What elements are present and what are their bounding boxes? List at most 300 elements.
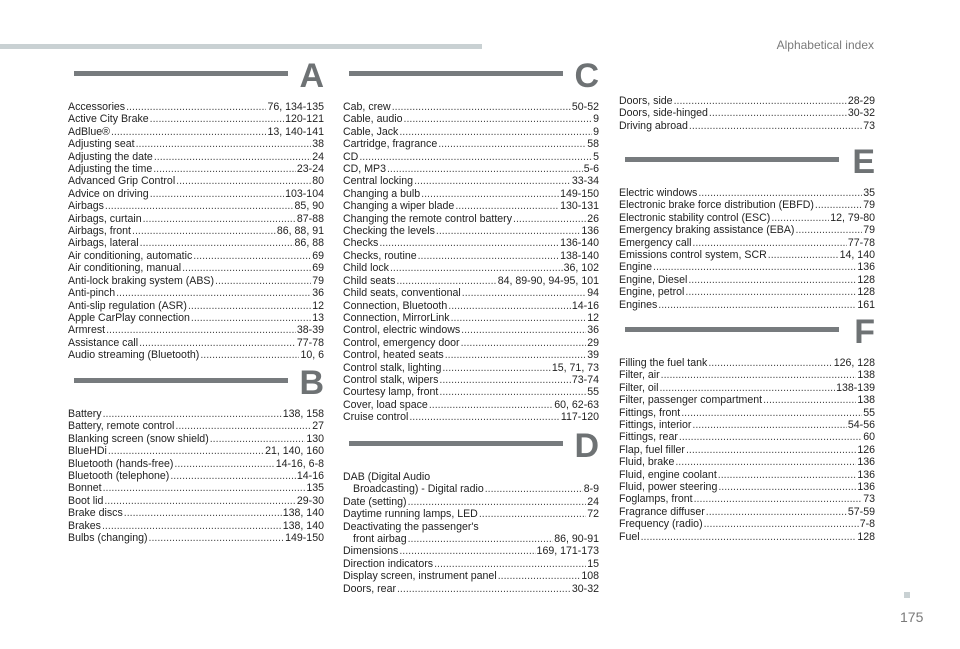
dot-leader [513,213,586,225]
index-entry-term: Control, emergency door [343,336,460,349]
index-entry-term: Filling the fuel tank [619,357,708,369]
dot-leader [116,287,311,299]
index-entry [619,469,875,481]
dot-leader [102,520,282,532]
index-entry [343,225,599,237]
index-entry-term: Advice on driving [68,187,149,200]
dot-leader [681,407,862,419]
dot-leader [174,458,274,470]
index-entry [619,382,875,394]
index-entry [343,126,599,138]
index-entry [343,583,599,595]
index-entry-pages: 136 [857,468,875,481]
index-entry-pages: 94 [587,287,599,300]
section-letter: E [852,143,875,181]
dot-leader [200,349,299,361]
index-entry [343,508,599,520]
index-entry-pages: 130-131 [560,200,599,213]
index-entry-pages: 24 [587,495,599,508]
dot-leader [103,408,282,420]
index-entry-term: Cable, audio [343,113,403,126]
index-entry [343,250,599,262]
index-entry-term: Airbags, front [68,225,132,238]
index-entry [68,337,324,349]
index-entry-pages: 149-150 [560,187,599,200]
index-entry-term: Changing a bulb [343,187,421,200]
index-entry [343,545,599,557]
index-entry [68,237,324,249]
index-entry [68,262,324,274]
index-entry-term: Fittings, rear [619,431,678,444]
index-entry-term: Driving abroad [619,119,688,132]
dot-leader [688,274,856,286]
index-entry-term: Anti-lock braking system (ABS) [68,274,215,287]
index-entry-term: Armrest [68,324,106,337]
index-entry [619,120,875,132]
dot-leader [105,200,294,212]
dot-leader [397,583,571,595]
index-entry-pages: 54-56 [847,419,875,432]
page-number: 175 [900,609,924,625]
index-entry-term: DAB (Digital Audio [343,471,431,483]
index-entry [68,113,324,125]
index-entry [619,187,875,199]
dot-leader [709,107,847,119]
dot-leader [445,349,587,361]
index-entry-term: Fittings, interior [619,419,692,432]
index-entry [68,200,324,212]
index-entry-term: Display screen, instrument panel [343,570,497,583]
index-entry [619,95,875,107]
index-entry [68,300,324,312]
dot-leader [674,95,847,107]
index-entry-term: Air conditioning, automatic [68,249,193,262]
dot-leader [191,312,311,324]
index-entry-term: Airbags, curtain [68,212,142,225]
dot-leader [359,151,592,163]
index-entry-pages: 69 [312,262,324,275]
dot-leader [679,431,862,443]
index-entry-pages: 29-30 [296,494,324,507]
section-letter: B [299,364,324,402]
index-entry [343,213,599,225]
index-entry [343,237,599,249]
index-entry-term: Electronic brake force distribution (EBFD) [619,199,814,212]
section-letter: C [574,57,599,95]
index-entry [343,386,599,398]
index-entry-pages: 7-8 [859,518,875,531]
index-entry-term: Bonnet [68,482,102,495]
index-entry-pages: 72 [587,508,599,521]
index-entry [68,213,324,225]
index-entry [343,200,599,212]
index-entry-term: Brake discs [68,507,123,520]
index-entry [343,362,599,374]
index-entry-pages: 138-140 [560,249,599,262]
index-entry [68,324,324,336]
index-entry-term: Fittings, front [619,406,681,419]
index-entry-pages: 14-16 [571,299,599,312]
entry-list [343,101,599,424]
index-entry-pages: 24 [312,150,324,163]
index-entry-term: Daytime running lamps, LED [343,508,478,521]
index-entry-pages: 77-78 [296,336,324,349]
section-letter: F [854,313,875,351]
index-entry-pages: 12 [312,299,324,312]
dot-leader [392,101,571,113]
index-entry [68,151,324,163]
index-entry [343,471,599,496]
index-entry-pages: 30-32 [847,107,875,120]
entry-list [343,471,599,595]
index-entry [343,558,599,570]
index-entry [343,411,599,423]
dot-leader [408,533,554,545]
index-entry-term: Engine, Diesel [619,273,688,286]
index-entry-term: Assistance call [68,336,139,349]
index-entry [343,337,599,349]
dot-leader [434,558,586,570]
dot-leader [455,200,559,212]
index-entry-pages: 103-104 [285,187,324,200]
index-entry-term: AdBlue® [68,125,110,138]
index-entry [68,349,324,361]
index-entry-term: Checking the levels [343,225,435,238]
index-entry-term: Child seats, conventional [343,287,461,300]
index-entry [619,107,875,119]
dot-leader [439,386,586,398]
index-entry [68,188,324,200]
dot-leader [436,225,580,237]
dot-leader [139,337,296,349]
index-entry-term: Airbags, lateral [68,237,139,250]
index-entry [619,299,875,311]
index-entry-pages: 77-78 [847,236,875,249]
index-entry-term-continued: Broadcasting) - Digital radio [353,483,484,496]
index-entry [343,275,599,287]
dot-leader [106,324,296,336]
index-entry-term: Foglamps, front [619,493,693,506]
index-entry-term: Courtesy lamp, front [343,386,439,399]
index-entry-pages: 161 [857,298,875,311]
index-entry-term: Emergency braking assistance (EBA) [619,224,795,237]
index-entry-term: Emergency call [619,236,692,249]
index-entry-term: Brakes [68,519,101,532]
dot-leader [659,382,835,394]
section-letter: D [574,427,599,465]
index-entry-pages: 23-24 [296,163,324,176]
dot-leader [461,324,586,336]
index-entry-term: Air conditioning, manual [68,262,182,275]
index-entry-pages: 128 [857,286,875,299]
index-entry-pages: 108 [581,570,599,583]
dot-leader [675,456,856,468]
dot-leader [498,570,581,582]
index-entry-pages: 57-59 [847,505,875,518]
index-entry [68,275,324,287]
index-entry-term: Electric windows [619,187,698,199]
dot-leader [154,151,311,163]
index-entry-term: Filter, passenger compartment [619,394,763,407]
index-entry-pages: 169, 171-173 [536,545,599,558]
index-entry [68,163,324,175]
index-entry-term: BlueHDi [68,445,107,458]
dot-leader [718,481,856,493]
dot-leader [653,261,856,273]
entry-list [619,187,875,311]
index-entry-term: Emissions control system, SCR [619,249,767,262]
dot-leader [104,495,296,507]
index-entry [343,287,599,299]
index-entry-pages: 126 [857,443,875,456]
dot-leader [686,444,856,456]
dot-leader [418,250,560,262]
dot-leader [149,532,285,544]
index-entry-pages: 138 [857,394,875,407]
index-entry [68,445,324,457]
dot-leader [429,399,553,411]
index-entry-term: Bulbs (changing) [68,532,148,545]
dot-leader [175,420,311,432]
dot-leader [182,262,311,274]
dot-leader [136,138,312,150]
dot-leader [387,163,583,175]
index-entry-pages: 21, 140, 160 [265,445,324,458]
index-entry [68,126,324,138]
index-entry-term: Battery [68,408,102,420]
index-entry-term: Date (setting) [343,495,407,508]
index-entry-pages: 13 [312,311,324,324]
index-entry-pages: 9 [593,113,599,126]
index-entry-term: Fuel [619,530,640,543]
index-entry-term: Filter, oil [619,381,659,394]
index-entry-pages: 27 [312,420,324,433]
index-entry-pages: 138-139 [836,381,875,394]
dot-leader [768,249,839,261]
index-entry [619,493,875,505]
index-entry [343,262,599,274]
index-entry-term: Child seats [343,274,396,287]
index-entry-pages: 15, 71, 73 [551,361,599,374]
dot-leader [126,101,266,113]
index-entry [68,101,324,113]
dot-leader [170,470,296,482]
index-entry-term: Child lock [343,262,389,275]
dot-leader [661,369,857,381]
index-entry-pages: 60, 62-63 [554,398,599,411]
index-entry-pages: 33-34 [571,175,599,188]
section-rule [74,378,288,383]
index-entry-term: Cruise control [343,411,409,424]
index-entry-pages: 86, 88 [294,237,324,250]
index-entry-term: Engine [619,261,652,274]
index-entry-pages: 73 [863,119,875,132]
index-entry-pages: 39 [587,349,599,362]
dot-leader [111,126,266,138]
index-entry-pages: 9 [593,125,599,138]
index-entry [343,175,599,187]
dot-leader [485,483,583,495]
entry-list [619,95,875,132]
index-entry [619,224,875,236]
index-entry [619,369,875,381]
index-entry-term: Cab, crew [343,101,391,113]
index-entry-term: Filter, air [619,369,660,382]
dot-leader [658,299,856,311]
index-entry-pages: 136 [857,456,875,469]
entry-list [68,101,324,362]
index-entry-pages: 126, 128 [833,357,875,369]
index-entry [68,225,324,237]
index-entry-term: Bluetooth (telephone) [68,470,170,483]
dot-leader [763,394,856,406]
index-entry [343,138,599,150]
dot-leader [143,213,296,225]
dot-leader [461,337,587,349]
index-entry-term: Anti-pinch [68,287,116,300]
dot-leader [414,175,571,187]
index-entry [619,506,875,518]
dot-leader [399,545,535,557]
index-entry [619,518,875,530]
index-entry [68,175,324,187]
dot-leader [704,518,859,530]
index-entry-term: Engine, petrol [619,286,685,299]
index-entry-pages: 138 [857,369,875,382]
index-entry-pages: 38-39 [296,324,324,337]
index-entry-term: Control, electric windows [343,324,461,337]
dot-leader [399,126,592,138]
index-entry-term-continued: front airbag [353,533,407,546]
index-entry-term: Active City Brake [68,113,149,126]
dot-leader [404,113,593,125]
index-entry [619,481,875,493]
index-entry-pages: 8-9 [583,483,599,496]
dot-leader [150,113,284,125]
index-entry [68,507,324,519]
index-entry-pages: 58 [587,138,599,151]
index-entry-pages: 10, 6 [300,349,324,362]
index-entry [343,399,599,411]
index-entry [343,300,599,312]
index-entry-pages: 79 [863,224,875,237]
dot-leader [698,187,862,199]
index-entry [68,420,324,432]
index-entry [619,199,875,211]
index-entry-term: Blanking screen (snow shield) [68,432,209,445]
index-entry-pages: 117-120 [560,411,599,424]
index-entry [68,520,324,532]
index-entry-pages: 28-29 [847,95,875,107]
index-entry-pages: 50-52 [571,101,599,113]
index-entry-pages: 36, 102 [563,262,599,275]
index-entry [619,407,875,419]
index-entry [343,496,599,508]
index-entry-term: Adjusting seat [68,138,135,151]
dot-leader [210,433,306,445]
dot-leader [124,507,282,519]
index-entry [68,532,324,544]
dot-leader [140,237,294,249]
index-entry-pages: 128 [857,273,875,286]
dot-leader [451,312,587,324]
dot-leader [692,237,846,249]
index-entry [343,151,599,163]
index-entry [619,456,875,468]
dot-leader [718,469,857,481]
section-rule [625,157,839,162]
dot-leader [396,275,496,287]
index-entry-pages: 135 [306,482,324,495]
dot-leader [708,357,832,369]
dot-leader [706,506,847,518]
index-entry-pages: 12 [587,311,599,324]
entry-list [619,357,875,543]
dot-leader [379,237,559,249]
index-entry-term: Fluid, engine coolant [619,468,717,481]
index-entry [619,444,875,456]
index-entry-term: Flap, fuel filler [619,443,685,456]
index-entry-term: Direction indicators [343,557,434,570]
index-entry-pages: 138, 158 [282,408,324,420]
index-entry-pages: 30-32 [571,582,599,595]
index-entry-term: Fluid, brake [619,456,675,469]
index-entry-pages: 14, 140 [839,249,875,262]
index-entry-term: Cable, Jack [343,125,399,138]
dot-leader [442,362,551,374]
dot-leader [176,175,311,187]
index-entry [619,261,875,273]
index-entry-term: Engines [619,298,658,311]
section-rule [74,71,288,76]
index-entry-pages: 130 [306,432,324,445]
dot-leader [408,496,587,508]
section-rule [625,327,839,332]
index-entry-term: Connection, Bluetooth [343,299,448,312]
index-entry-term: Control, heated seats [343,349,444,362]
index-entry-pages: 73-74 [571,373,599,386]
section-letter: A [299,57,324,95]
index-entry-pages: 14-16 [296,470,324,483]
index-entry-pages: 136 [581,225,599,238]
index-entry-term: Changing a wiper blade [343,200,455,213]
index-entry-term: Connection, MirrorLink [343,311,450,324]
index-entry-pages: 60 [863,431,875,444]
dot-leader [438,138,586,150]
index-entry [619,249,875,261]
index-entry-term: Dimensions [343,545,399,558]
index-entry-pages: 87-88 [296,212,324,225]
index-entry-term: Bluetooth (hands-free) [68,457,174,470]
dot-leader [462,287,586,299]
index-entry [619,419,875,431]
index-entry-pages: 55 [587,386,599,399]
index-entry-term: Doors, rear [343,582,396,595]
index-entry-pages: 136-140 [560,237,599,250]
index-entry-pages: 86, 90-91 [554,533,599,546]
index-entry-term: Checks [343,237,379,250]
index-entry [343,521,599,546]
index-entry [619,394,875,406]
index-entry-pages: 36 [587,324,599,337]
index-entry [619,212,875,224]
index-entry-pages: 79 [312,274,324,287]
index-entry-pages: 5-6 [583,163,599,176]
dot-leader [641,531,857,543]
index-entry-pages: 85, 90 [294,200,324,213]
dot-leader [479,508,586,520]
dot-leader [448,300,571,312]
